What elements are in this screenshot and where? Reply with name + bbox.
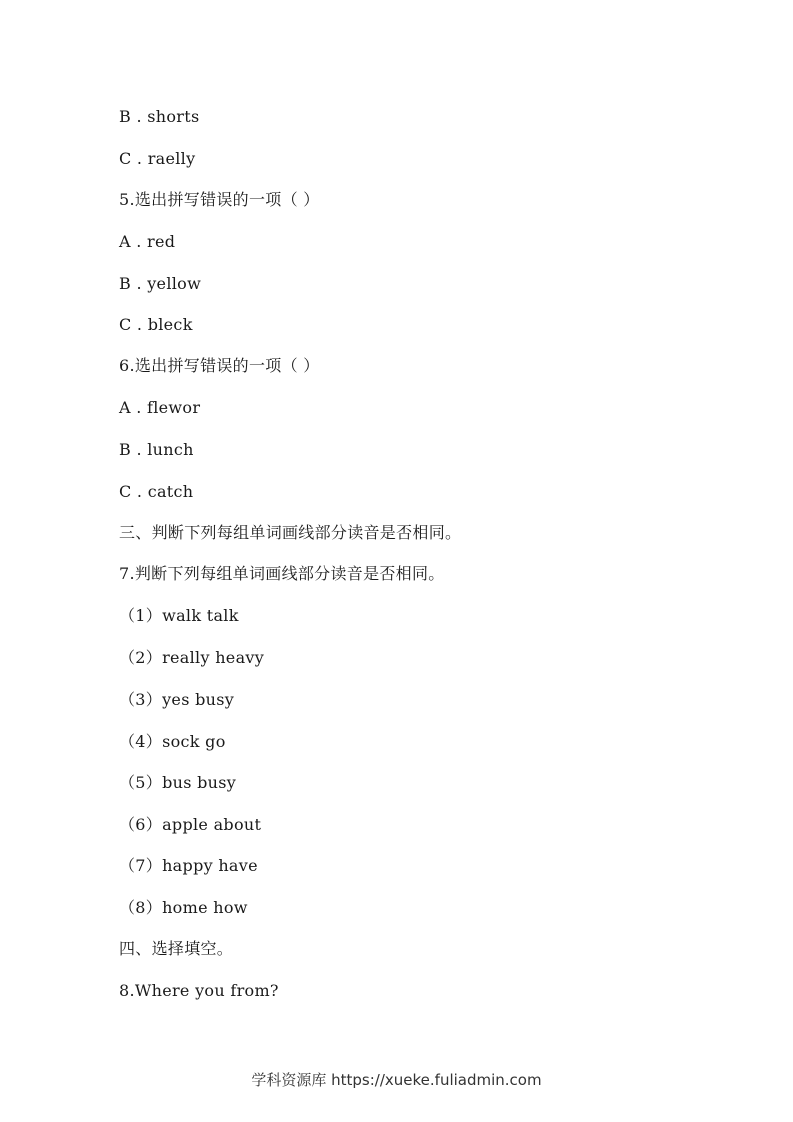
item-6: （6）apple about	[119, 815, 262, 834]
option-b-yellow: B . yellow	[119, 274, 202, 293]
item-2: （2）really heavy	[119, 648, 265, 667]
section-4-heading: 四、选择填空。	[119, 939, 234, 958]
question-5: 5.选出拼写错误的一项（ ）	[119, 190, 320, 209]
item-7: （7）happy have	[119, 856, 258, 875]
option-b-shorts: B . shorts	[119, 107, 200, 126]
option-c-bleck: C . bleck	[119, 315, 193, 334]
item-3: （3）yes busy	[119, 690, 235, 709]
question-6: 6.选出拼写错误的一项（ ）	[119, 356, 320, 375]
section-3-heading: 三、判断下列每组单词画线部分读音是否相同。	[119, 523, 462, 542]
item-5: （5）bus busy	[119, 773, 237, 792]
question-8: 8.Where you from?	[119, 981, 279, 1000]
item-1: （1）walk talk	[119, 606, 239, 625]
option-a-flewor: A . flewor	[119, 398, 201, 417]
question-7: 7.判断下列每组单词画线部分读音是否相同。	[119, 564, 445, 583]
option-a-red: A . red	[119, 232, 176, 251]
option-c-catch: C . catch	[119, 482, 194, 501]
option-c-raelly: C . raelly	[119, 149, 196, 168]
item-8: （8）home how	[119, 898, 248, 917]
footer-watermark: 学科资源库 https://xueke.fuliadmin.com	[251, 1071, 542, 1089]
option-b-lunch: B . lunch	[119, 440, 194, 459]
item-4: （4）sock go	[119, 732, 226, 751]
